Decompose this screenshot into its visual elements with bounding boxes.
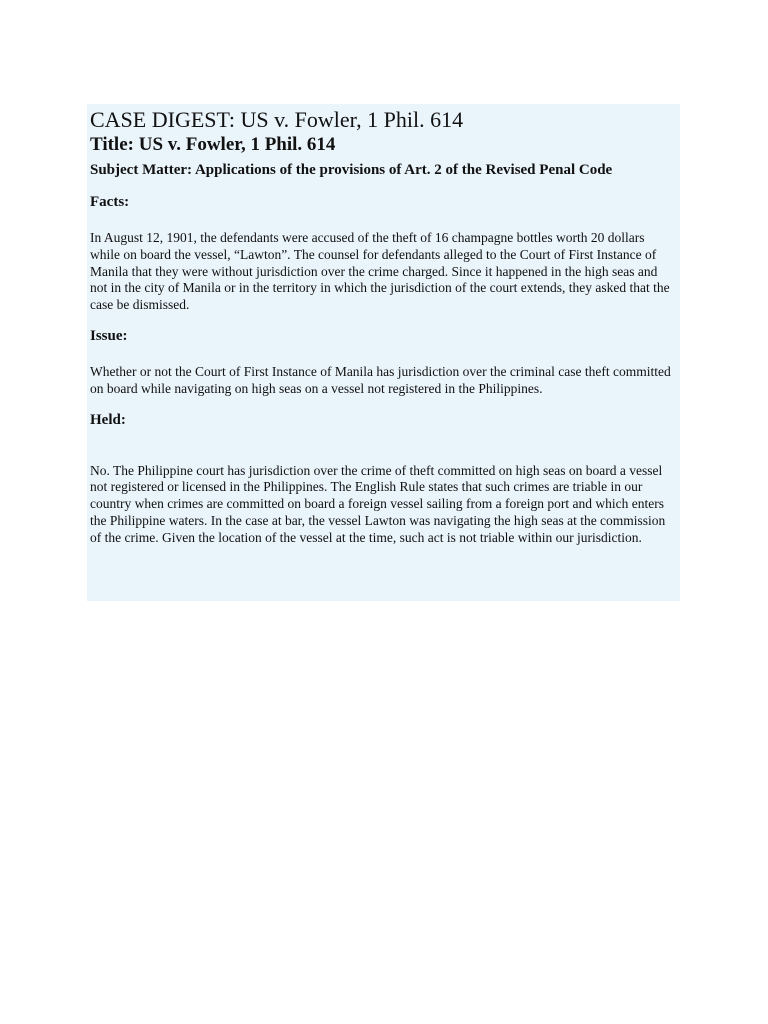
case-digest-box bbox=[87, 104, 680, 601]
subject-matter: Subject Matter: Applications of the provisions of Art. 2 of the Revised Penal Code bbox=[90, 162, 613, 178]
document-title: CASE DIGEST: US v. Fowler, 1 Phil. 614 bbox=[90, 107, 464, 132]
held-paragraph: No. The Philippine court has jurisdiction over the crime of theft committed on high seas on board a vessel not registered or licensed in the Philippines. The English Rule states that such crimes are triable in our country when crimes are committed on board a foreign vessel sailing from a foreign port and which enters the Philippine waters. In the case at bar, the vessel Lawton was navigating the high seas at the commission of the crime. Given the location of the vessel at the time, such act is not triable within our jurisdiction. bbox=[90, 462, 666, 545]
held-heading: Held: bbox=[90, 411, 126, 428]
issue-heading: Issue: bbox=[90, 327, 128, 344]
issue-paragraph: Whether or not the Court of First Instance of Manila has jurisdiction over the criminal case theft committed on board while navigating on high seas on a vessel not registered in the Philippines. bbox=[90, 363, 671, 396]
document-subtitle: Title: US v. Fowler, 1 Phil. 614 bbox=[90, 134, 336, 155]
facts-paragraph: In August 12, 1901, the defendants were accused of the theft of 16 champagne bottles worth 20 dollars while on board the vessel, “Lawton”. The counsel for defendants alleged to the Court of First Instance of Manila that they were without jurisdiction over the crime charged. Since it happened in the high seas and not in the city of Manila or in the territory in which the jurisdiction of the court extends, they asked that the case be dismissed. bbox=[90, 230, 670, 313]
facts-heading: Facts: bbox=[90, 194, 130, 210]
